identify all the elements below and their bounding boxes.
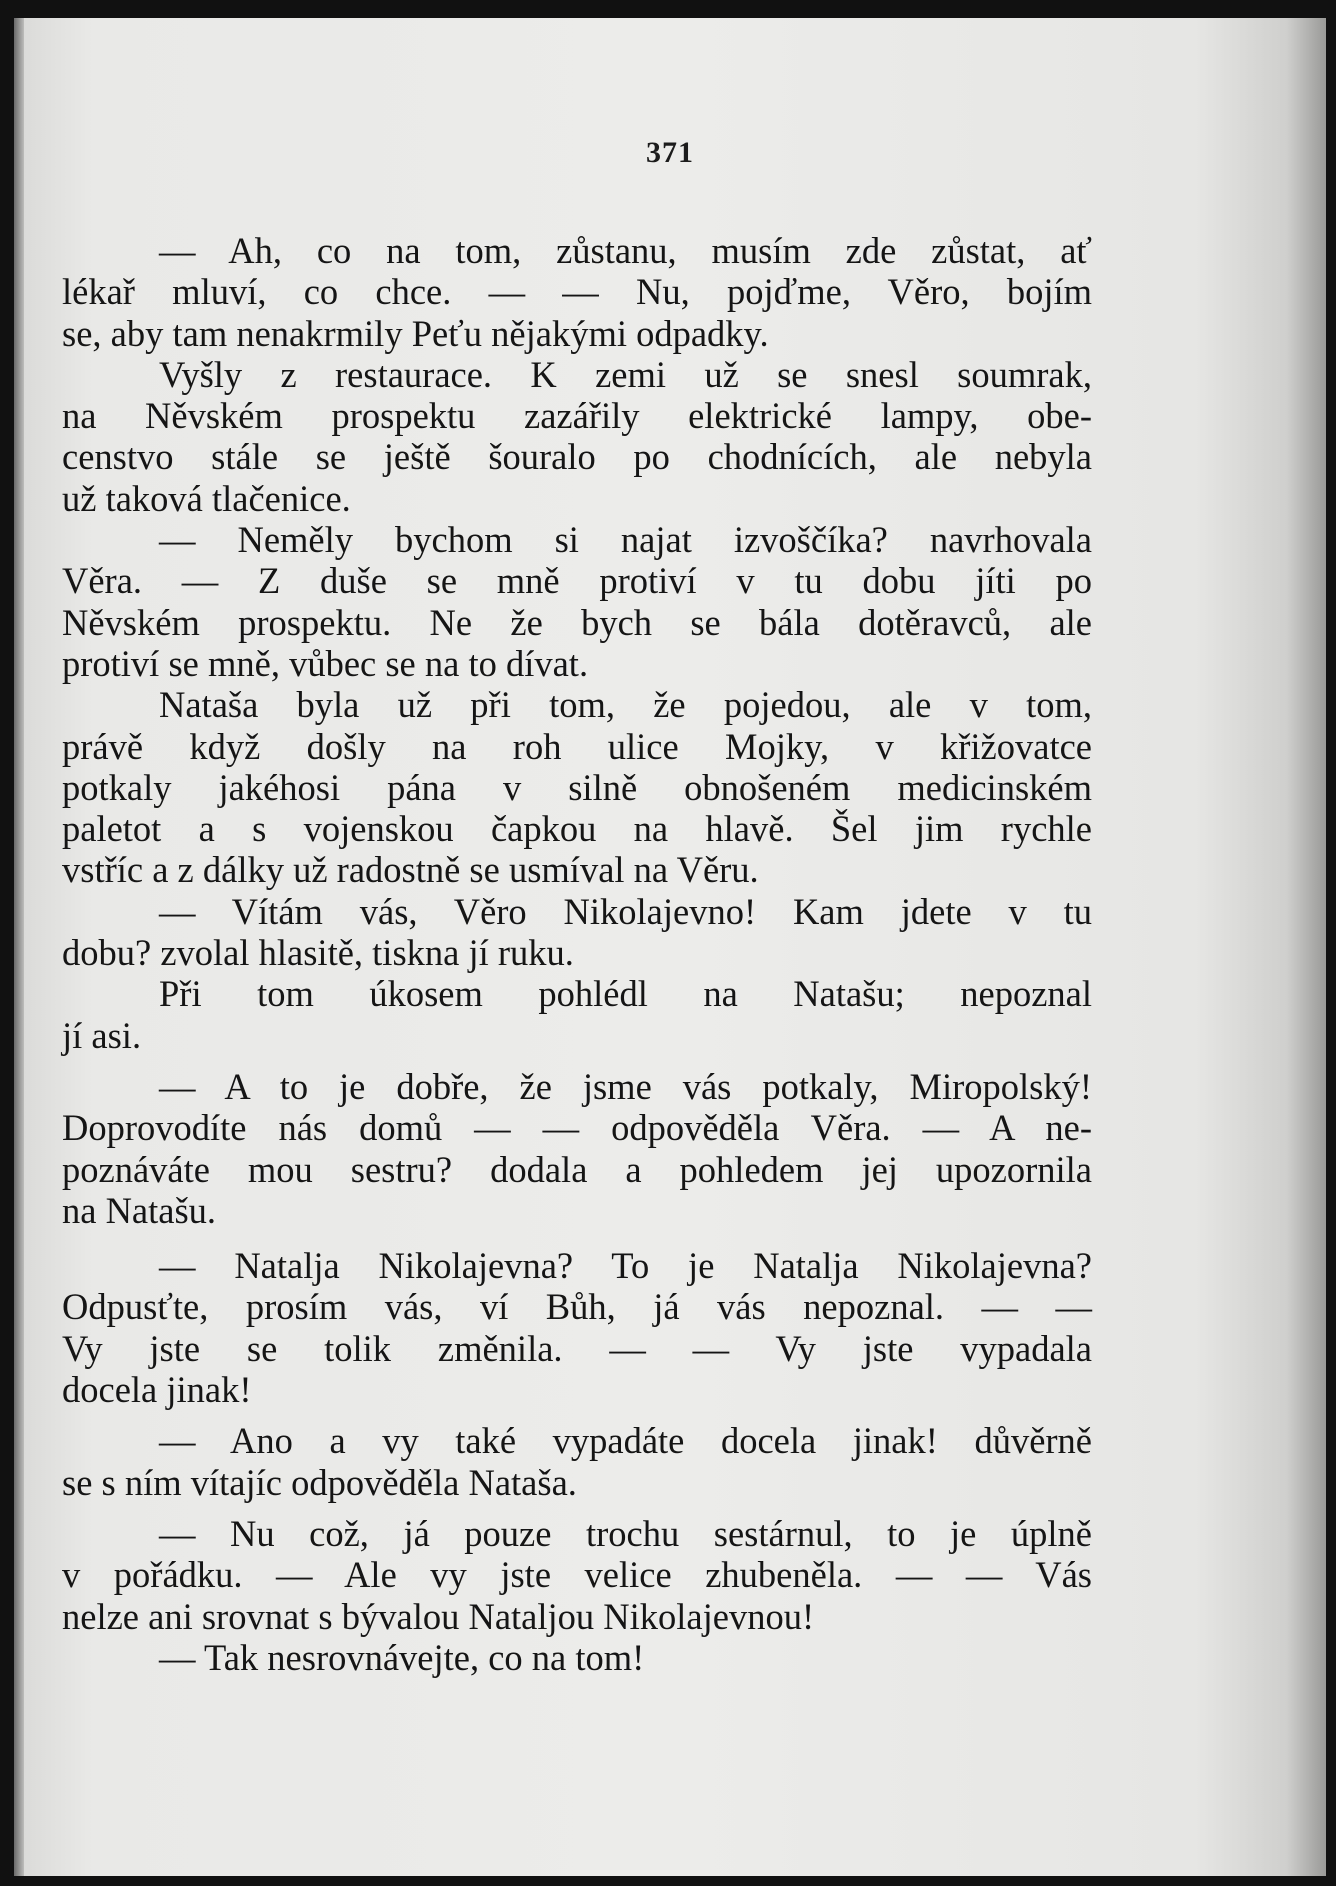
text-line: — Tak nesrovnávejte, co na tom!: [159, 1636, 645, 1678]
paragraph-7: [62, 1066, 1092, 1231]
text-line: na Něvském prospektu zazářily elektrické lampy, obe-: [62, 395, 1092, 437]
paragraph-9: [62, 1420, 1092, 1503]
paragraph-4: [62, 684, 1092, 890]
text-line: paletot a s vojenskou čapkou na hlavě. Šel jim rychle: [62, 808, 1092, 850]
text-line: Nataša byla už při tom, že pojedou, ale v tom,: [159, 684, 1092, 726]
text-line: právě když došly na roh ulice Mojky, v křižovatce: [62, 725, 1092, 767]
text-line: dobu? zvolal hlasitě, tiskna jí ruku.: [62, 932, 574, 974]
text-line: se s ním vítajíc odpověděla Nataša.: [62, 1461, 577, 1503]
text-line: už taková tlačenice.: [62, 477, 351, 519]
text-line: protiví se mně, vůbec se na to dívat.: [62, 642, 589, 684]
page-sheet: [14, 18, 1326, 1876]
text-line: Vyšly z restaurace. K zemi už se snesl soumrak,: [159, 353, 1092, 395]
text-line: — Ano a vy také vypadáte docela jinak! důvěrně: [159, 1420, 1092, 1462]
text-line: jí asi.: [62, 1014, 142, 1056]
paragraph-11: [62, 1637, 1092, 1678]
text-line: v pořádku. — Ale vy jste velice zhubeněla. — — Vás: [62, 1554, 1092, 1596]
text-line: — Nu což, já pouze trochu sestárnul, to je úplně: [159, 1512, 1092, 1554]
text-line: Doprovodíte nás domů — — odpověděla Věra. — A ne-: [62, 1107, 1092, 1149]
text-line: censtvo stále se ještě šouralo po chodnících, ale nebyla: [62, 436, 1092, 478]
text-line: Při tom úkosem pohlédl na Natašu; nepoznal: [159, 973, 1092, 1015]
page-number: 371: [646, 136, 694, 169]
paragraph-5: [62, 891, 1092, 974]
body-text: [62, 230, 1092, 1678]
text-line: na Natašu.: [62, 1189, 217, 1231]
text-line: lékař mluví, co chce. — — Nu, pojďme, Věro, bojím: [62, 271, 1092, 313]
text-line: — A to je dobře, že jsme vás potkaly, Miropolský!: [159, 1065, 1092, 1107]
paragraph-2: [62, 354, 1092, 519]
text-line: docela jinak!: [62, 1369, 252, 1411]
paragraph-8: [62, 1245, 1092, 1410]
paragraph-10: [62, 1513, 1092, 1637]
text-line: Vy jste se tolik změnila. — — Vy jste vypadala: [62, 1327, 1092, 1369]
paragraph-3: [62, 519, 1092, 684]
text-line: — Natalja Nikolajevna? To je Natalja Nikolajevna?: [159, 1245, 1092, 1287]
text-line: se, aby tam nenakrmily Peťu nějakými odpadky.: [62, 312, 769, 354]
text-line: potkaly jakéhosi pána v silně obnošeném medicinském: [62, 766, 1092, 808]
text-line: — Neměly bychom si najat izvoščíka? navrhovala: [159, 519, 1092, 561]
text-line: Věra. — Z duše se mně protiví v tu dobu jíti po: [62, 560, 1092, 602]
paragraph-6: [62, 973, 1092, 1056]
text-line: vstříc a z dálky už radostně se usmíval na Věru.: [62, 849, 759, 891]
text-line: Něvském prospektu. Ne že bych se bála dotěravců, ale: [62, 601, 1092, 643]
text-line: Odpusťte, prosím vás, ví Bůh, já vás nepoznal. — —: [62, 1286, 1092, 1328]
text-line: — Ah, co na tom, zůstanu, musím zde zůstat, ať: [159, 230, 1092, 271]
binding-edge: [14, 18, 24, 1876]
text-line: nelze ani srovnat s bývalou Nataljou Nikolajevnou!: [62, 1595, 815, 1637]
paragraph-1: [62, 230, 1092, 354]
text-line: poznáváte mou sestru? dodala a pohledem jej upozornila: [62, 1148, 1092, 1190]
text-line: — Vítám vás, Věro Nikolajevno! Kam jdete v tu: [159, 890, 1092, 932]
